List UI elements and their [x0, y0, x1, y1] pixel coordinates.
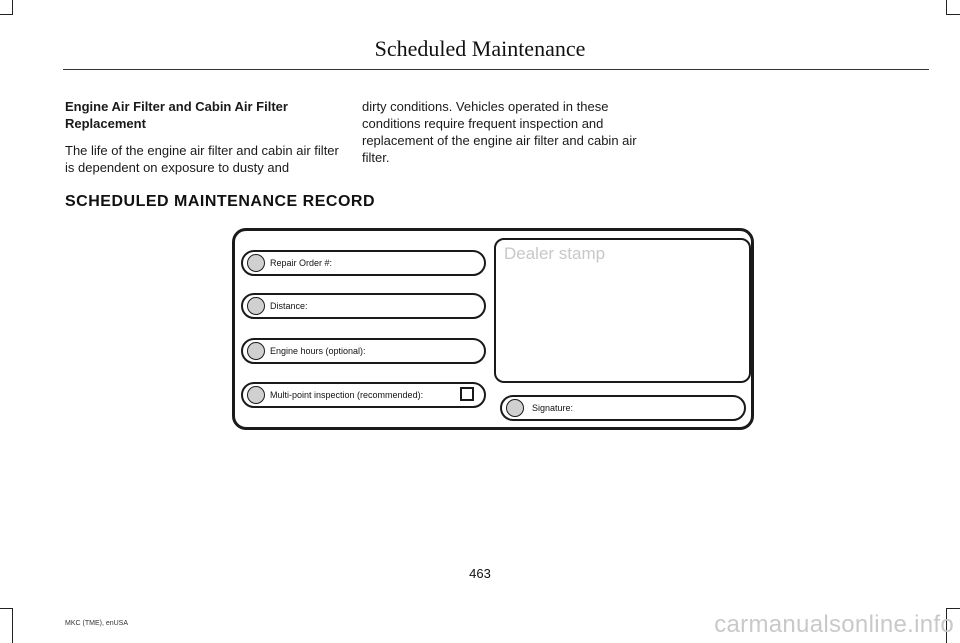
text-column-right — [362, 98, 637, 166]
body-paragraph-1: The life of the engine air filter and cabin air filter is dependent on exposure to dusty and — [65, 143, 339, 175]
engine-hours-label: Engine hours (optional): — [270, 346, 366, 356]
crop-mark-bottom-right-horizontal — [946, 608, 960, 609]
signature-field[interactable] — [500, 395, 746, 421]
watermark: carmanualsonline.info — [714, 611, 954, 638]
multi-point-inspection-field[interactable] — [241, 382, 486, 408]
page-number: 463 — [469, 566, 491, 581]
page-title: Scheduled Maintenance — [374, 36, 586, 61]
dealer-stamp-area — [494, 238, 751, 383]
field-bullet-icon — [247, 254, 265, 272]
crop-mark-top-right-horizontal — [946, 14, 960, 15]
distance-label: Distance: — [270, 301, 308, 311]
signature-label: Signature: — [532, 403, 574, 413]
multi-point-inspection-label: Multi-point inspection (recommended): — [270, 390, 424, 400]
crop-mark-top-left-vertical — [12, 0, 13, 14]
field-bullet-icon — [247, 342, 265, 360]
section-title: SCHEDULED MAINTENANCE RECORD — [65, 193, 376, 210]
repair-order-label: Repair Order #: — [270, 258, 333, 268]
crop-mark-top-right-vertical — [946, 0, 947, 14]
crop-mark-bottom-left-vertical — [12, 608, 13, 643]
inspection-checkbox[interactable] — [460, 387, 474, 401]
repair-order-field[interactable] — [241, 250, 486, 276]
distance-field[interactable] — [241, 293, 486, 319]
dealer-stamp-label: Dealer stamp — [504, 244, 606, 263]
field-bullet-icon — [506, 399, 524, 417]
crop-mark-top-left-horizontal — [0, 14, 13, 15]
body-paragraph-2: dirty conditions. Vehicles operated in these conditions require frequent inspection and replacement of the engine air filter and cabin air filter. — [362, 99, 637, 165]
document-code: MKC (TME), enUSA — [65, 620, 129, 627]
engine-hours-field[interactable] — [241, 338, 486, 364]
text-column-left — [65, 98, 340, 176]
header-divider — [63, 69, 929, 70]
field-bullet-icon — [247, 297, 265, 315]
field-bullet-icon — [247, 386, 265, 404]
section-subheading: Engine Air Filter and Cabin Air Filter Replacement — [65, 99, 288, 131]
crop-mark-bottom-left-horizontal — [0, 608, 13, 609]
